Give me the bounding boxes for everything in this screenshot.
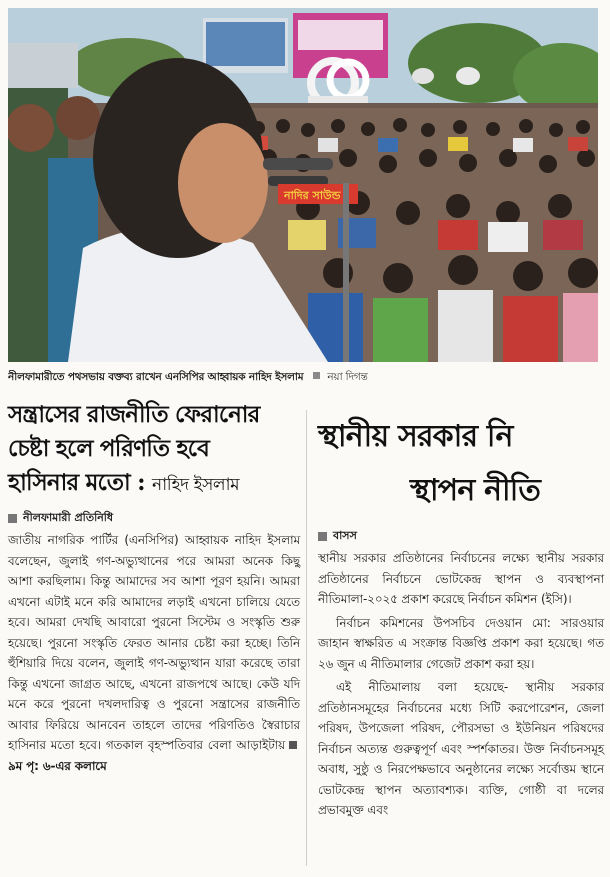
left-dateline-text: নীলফামারী প্রতিনিধি [23, 510, 114, 524]
left-headline-line-1: সন্ত্রাসের রাজনীতি ফেরানোর [8, 401, 260, 428]
photo-banner-text: নাদির সাউন্ড [284, 189, 341, 202]
continued-text: ৯ম পৃ: ৬-এর কলামে [8, 758, 107, 773]
continued-square-icon [289, 741, 297, 749]
left-body-paragraph [8, 530, 300, 776]
dateline-bullet-icon [8, 514, 17, 523]
left-article-body [8, 530, 300, 776]
column-divider [306, 410, 307, 866]
rally-photo [8, 8, 598, 362]
right-article [318, 410, 604, 821]
rally-photo-illustration [8, 8, 598, 362]
caption-separator-icon [313, 372, 320, 379]
left-article [8, 398, 300, 776]
left-headline-line-3 [8, 466, 300, 502]
caption-source: নয়া দিগন্ত [327, 371, 368, 383]
caption-text: নীলফামারীতে পথসভায় বক্তব্য রাখেন এনসিপির আহ্বায়ক নাহিদ ইসলাম [8, 371, 304, 383]
photo-caption [8, 370, 604, 390]
right-headline-line-2: স্থাপন নীতি [410, 473, 541, 508]
left-dateline [8, 508, 300, 528]
right-body-paragraph-2: নির্বাচন কমিশনের উপসচিব দেওয়ান মো: সারওয়ার জাহান স্বাক্ষরিত এ সংক্রান্ত বিজ্ঞপ্তি প্রকাশ করা হয়েছে। গত ২৬ জুন এ নীতিমালার গেজেট প্রকাশ করা হয়। [318, 615, 604, 671]
right-dateline [318, 526, 604, 546]
dateline-bullet-icon [318, 532, 327, 541]
right-article-body [318, 548, 604, 821]
left-headline-speaker: নাহিদ ইসলাম [152, 475, 240, 495]
right-headline[interactable] [318, 410, 604, 518]
right-body-paragraph-1: স্থানীয় সরকার প্রতিষ্ঠানের নির্বাচনের লক্ষ্যে স্থানীয় সরকার প্রতিষ্ঠানের নির্বাচনে ভোটকেন্দ্র স্থাপন ও ব্যবস্থাপনা নীতিমালা-২০২৫ প্রকাশ করেছে নির্বাচন কমিশন (ইসি)। [318, 551, 604, 606]
right-headline-line-1: স্থানীয় সরকার নি [318, 419, 513, 454]
left-headline-line-2: চেষ্টা হলে পরিণতি হবে [8, 435, 210, 462]
left-headline[interactable] [8, 398, 300, 502]
right-dateline-text: বাসস [333, 528, 357, 542]
left-body-text: জাতীয় নাগরিক পার্টির (এনসিপির) আহ্বায়ক নাহিদ ইসলাম বলেছেন, জুলাই গণ-অভ্যুত্থানের পরে আমরা অনেক কিছু আশা করছিলাম। কিন্তু আমাদের সব আশা পূরণ হয়নি। আমরা এখনো এটাই মনে করি আমাদের লড়াই এখনো চালিয়ে যেতে হবে। আমরা দেখছি আবারো পুরনো সিস্টেম ও সংস্কৃতি শুরু হয়েছে। পুরনো সংস্কৃতি ফেরত আনার চেষ্টা করা হচ্ছে। তিনি হুঁশিয়ারি দিয়ে বলেন, জুলাই গণ-অভ্যুত্থান যারা করেছে তারা কিন্তু এখনো জাগ্রত আছে, এখনো রাজপথে আছে। কেউ যদি মনে করে পুরনো দখলদারিত্ব ও পুরনো সন্ত্রাসের রাজনীতি আবার ফিরিয়ে আনবেন তাহলে তাদের পরিণতিও স্বৈরাচার হাসিনার মতো হবে। গতকাল বৃহস্পতিবার বেলা আড়াইটায় [8, 533, 300, 752]
right-body-paragraph-3: এই নীতিমালায় বলা হয়েছে- স্থানীয় সরকার প্রতিষ্ঠানসমূহের নির্বাচনের মধ্যে সিটি করপোরেশন, জেলা পরিষদ, উপজেলা পরিষদ, পৌরসভা ও ইউনিয়ন পরিষদের নির্বাচন অত্যন্ত গুরুত্বপূর্ণ এবং স্পর্শকাতর। উক্ত নির্বাচনসমূহ অবাধ, সুষ্ঠু ও নিরপেক্ষভাবে অনুষ্ঠানের লক্ষ্যে সর্বোত্তম স্থানে ভোটকেন্দ্র স্থাপন অত্যাবশ্যক। ব্যক্তি, গোষ্ঠী বা দলের প্রভাবমুক্ত এবং [318, 680, 604, 817]
left-headline-line-3-text: হাসিনার মতো : [8, 469, 145, 496]
